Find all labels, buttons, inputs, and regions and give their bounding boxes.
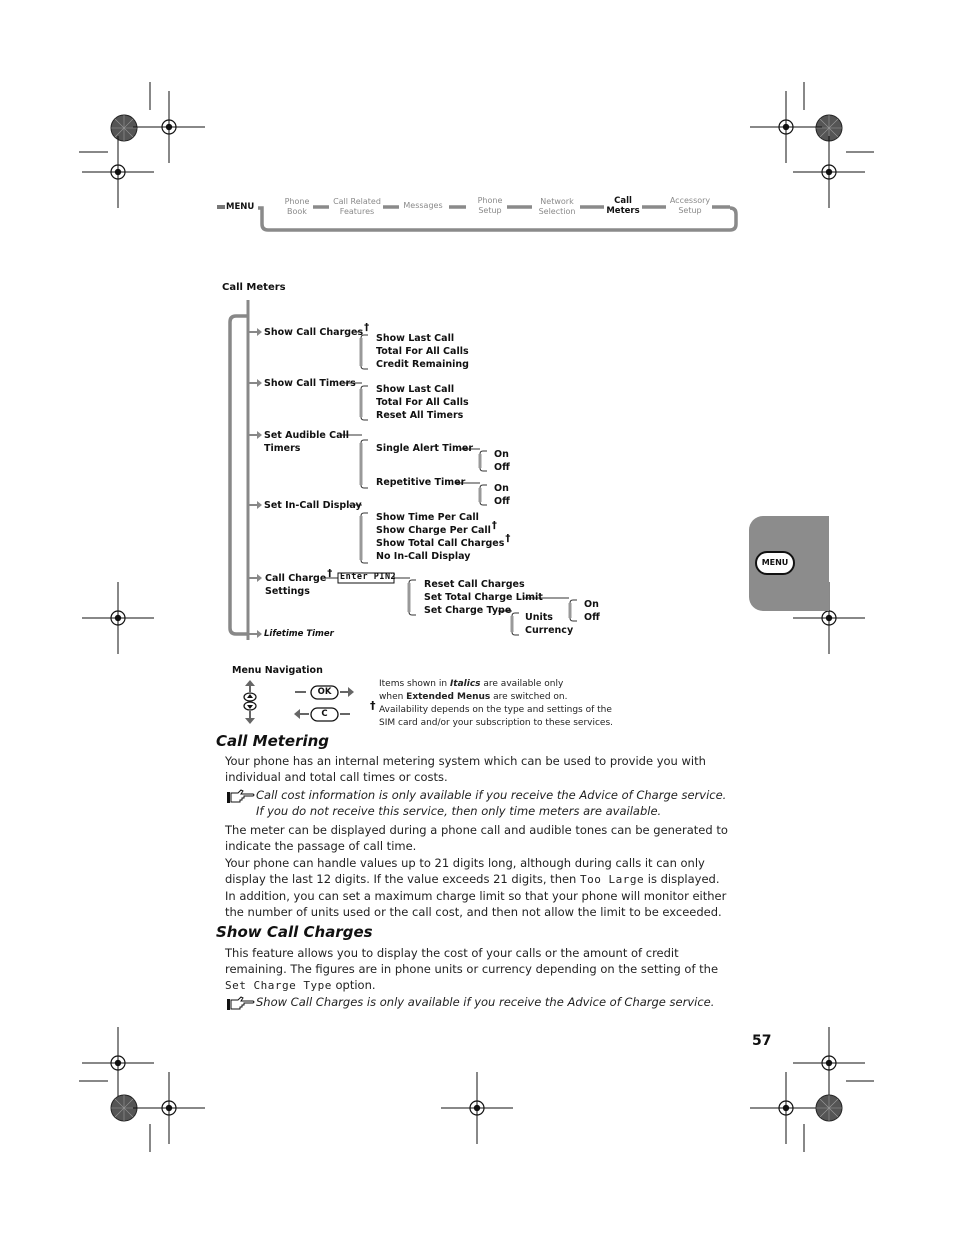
item-credit-remaining[interactable]: Credit Remaining: [376, 359, 469, 370]
enter-pin2-display: Enter PIN2: [340, 572, 397, 582]
show-call-charges-heading: Show Call Charges: [216, 923, 373, 941]
item-set-total-charge-limit[interactable]: Set Total Charge Limit: [424, 592, 543, 603]
option-units[interactable]: Units: [525, 612, 553, 623]
menu-navigation-title: Menu Navigation: [232, 665, 323, 676]
item-show-call-timers[interactable]: Show Call Timers: [264, 378, 356, 389]
option-on[interactable]: On: [584, 599, 599, 610]
submenu-call-timers: [376, 383, 469, 422]
item-show-last-call[interactable]: Show Last Call: [376, 333, 455, 344]
ok-button-icon: OK: [317, 687, 332, 697]
option-off[interactable]: Off: [494, 496, 510, 507]
item-lifetime-timer[interactable]: Lifetime Timer: [264, 629, 334, 639]
submenu-in-call-display: [376, 511, 510, 563]
item-call-charge-settings[interactable]: Call Charge† Settings: [265, 568, 333, 597]
call-metering-p4: In addition, you can set a maximum charge limit so that your phone will monitor either the number of units used or the call cost, and then not allow the limit to be exceeded.: [225, 889, 727, 919]
item-reset-all-timers[interactable]: Reset All Timers: [376, 410, 464, 421]
option-on[interactable]: On: [494, 483, 509, 494]
option-currency[interactable]: Currency: [525, 625, 574, 636]
show-call-charges-p1: This feature allows you to display the cost of your calls or the amount of credit remaining. The figures are in phone units or currency depending on the setting of the Set Charge Type option.: [225, 946, 719, 992]
item-total-for-all-calls[interactable]: Total For All Calls: [376, 346, 469, 357]
item-no-in-call-display[interactable]: No In-Call Display: [376, 551, 471, 562]
nav-item-accessory-setup[interactable]: Accessory Setup: [669, 196, 711, 215]
c-button-icon: C: [321, 709, 328, 719]
side-tab-menu-button: MENU: [755, 551, 795, 575]
item-repetitive-timer[interactable]: Repetitive Timer: [376, 477, 466, 488]
availability-note: Availability depends on the type and settings of the SIM card and/or your subscription to these services.: [379, 705, 613, 728]
call-metering-p3: Your phone can handle values up to 21 digits long, although during calls it can only display the last 12 digits. If the value exceeds 21 digits, then Too Large is displayed.: [225, 856, 720, 886]
pointing-hand-icon: [226, 789, 256, 805]
nav-item-phone-book[interactable]: Phone Book: [284, 197, 310, 216]
options-repetitive: [494, 482, 510, 508]
call-metering-note: Call cost information is only available if you receive the Advice of Charge service. If you do not receive this service, then only time meters are available.: [256, 788, 727, 818]
nav-item-call-related-features[interactable]: Call Related Features: [333, 197, 381, 216]
options-charge-limit: [584, 598, 600, 624]
italics-note: Items shown in Italics are available only when Extended Menus are switched on.: [379, 679, 568, 702]
nav-item-phone-setup[interactable]: Phone Setup: [477, 196, 503, 215]
item-set-audible-call-timers[interactable]: Set Audible Call Timers: [264, 430, 350, 454]
item-set-in-call-display[interactable]: Set In-Call Display: [264, 500, 362, 511]
too-large-display-text: Too Large: [580, 873, 645, 886]
call-metering-p2: The meter can be displayed during a phone call and audible tones can be generated to indicate the passage of call time.: [225, 823, 728, 853]
option-off[interactable]: Off: [584, 612, 600, 623]
call-metering-p1: Your phone has an internal metering system which can be used to provide you with individual and total call times or costs.: [225, 754, 706, 784]
item-show-last-call[interactable]: Show Last Call: [376, 384, 455, 395]
item-set-charge-type[interactable]: Set Charge Type: [424, 605, 512, 616]
nav-item-messages[interactable]: Messages: [403, 201, 443, 210]
submenu-call-charges: [376, 332, 469, 371]
item-show-call-charges[interactable]: Show Call Charges†: [264, 322, 370, 338]
dagger-symbol: †: [370, 699, 376, 712]
item-show-time-per-call[interactable]: Show Time Per Call: [376, 512, 479, 523]
set-charge-type-display-text: Set Charge Type: [225, 979, 332, 992]
nav-item-network-selection[interactable]: Network Selection: [538, 197, 576, 216]
show-call-charges-note: Show Call Charges is only available if you receive the Advice of Charge service.: [256, 995, 715, 1009]
item-single-alert-timer[interactable]: Single Alert Timer: [376, 443, 474, 454]
diagram-title: Call Meters: [222, 282, 286, 293]
item-show-charge-per-call[interactable]: Show Charge Per Call†: [376, 520, 497, 536]
item-show-total-call-charges[interactable]: Show Total Call Charges†: [376, 533, 511, 549]
nav-item-call-meters[interactable]: Call Meters: [606, 196, 640, 216]
options-charge-type: [525, 611, 573, 637]
option-off[interactable]: Off: [494, 462, 510, 473]
item-reset-call-charges[interactable]: Reset Call Charges: [424, 579, 525, 590]
nav-menu-label[interactable]: MENU: [226, 202, 255, 212]
pointing-hand-icon: [226, 996, 256, 1012]
item-total-for-all-calls[interactable]: Total For All Calls: [376, 397, 469, 408]
options-single-alert: [494, 448, 510, 474]
option-on[interactable]: On: [494, 449, 509, 460]
page-number: 57: [752, 1033, 772, 1049]
call-metering-heading: Call Metering: [216, 732, 330, 750]
